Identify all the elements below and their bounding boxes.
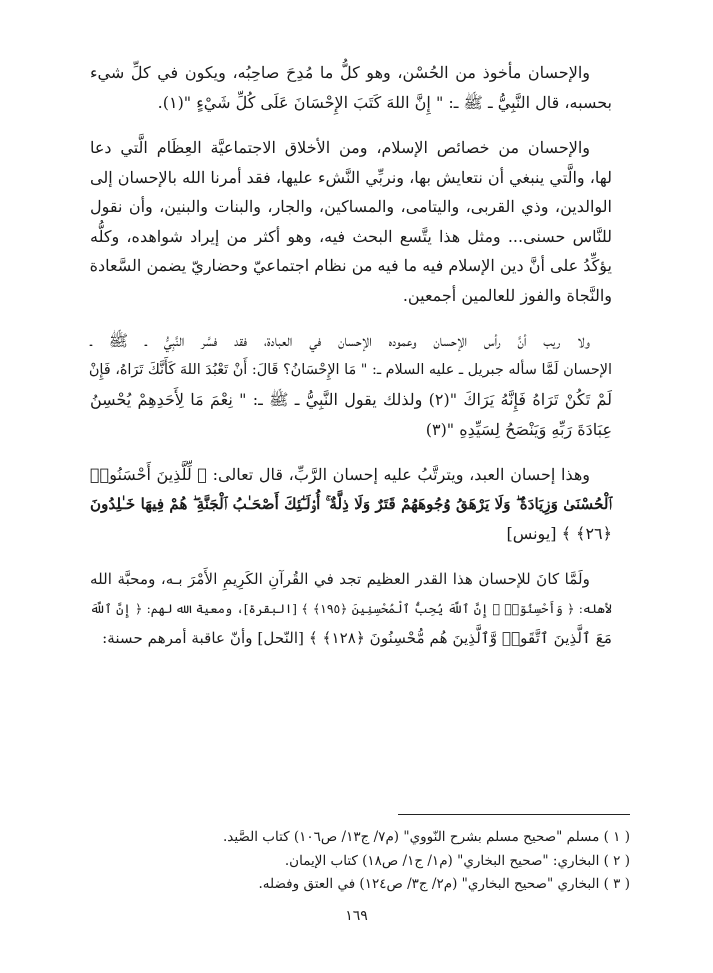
text-line: بحسبه، قال النَّبِيُّ ـ ﷺ ـ: " إِنَّ اللهَ كَتَبَ الإِحْسَانَ عَلَى كُلِّ شَيْءٍ "(١).	[157, 92, 612, 112]
text-line: عِبَادَةَ رَبِّهِ وَيَنْصَحُ لِسَيِّدِهِ "(٣)	[425, 419, 612, 439]
paragraph-ihsan-worship	[90, 326, 630, 444]
text-line: الوالدين، وذي القربى، واليتامى، والمساكين، والجار، والبنات والبنين، وأن نقول	[90, 197, 612, 216]
page-number: ١٦٩	[345, 908, 368, 924]
quran-verse-line: ٱلْحُسْنَىٰ وَزِيَادَةٌ ۖ وَلَا يَرْهَقُ وُجُوهَهُمْ قَتَرٌ وَلَا ذِلَّةٌ ۚ أُو۟لَـٰٓئِكَ أَصْحَـٰبُ ٱلْجَنَّةِ ۖ هُمْ فِيهَا خَـٰلِدُونَ	[90, 494, 612, 513]
text-line: يؤكِّدُ على أنَّ دين الإسلام فيه ما فيه من نظام اجتماعيّ وحضاريّ يضمن السَّعادة	[89, 256, 612, 275]
paragraph-ihsan-quran	[90, 565, 630, 654]
text-line: ولَمَّا كانَ للإحسان هذا القدر العظيم تجد في القُرآنِ الكَرِيمِ الأَمْرَ بـه، ومحبَّة الله	[90, 569, 590, 588]
paragraph-ihsan-social	[90, 133, 630, 310]
footnote-3: ( ٣ ) البخاري "صحيح البخاري" (م٢/ ج٣/ ص١٢٤) في العتق وفضله.	[258, 876, 630, 892]
page-body	[90, 58, 630, 669]
footnote-1: ( ١ ) مسلم "صحيح مسلم بشرح النّووي" (م٧/ ج١٣/ ص١٠٦) كتاب الصَّيد.	[222, 829, 630, 845]
text-line: لها، والَّتي ينبغي أن نتعايش بها، ونربِّي النَّشء عليها، فقد أمرنا الله بالإحسان إلى	[90, 167, 612, 187]
text-line: والإحسان مأخوذ من الحُسْن، وهو كلُّ ما مُدِحَ صاحِبُه، ويكون في كلِّ شيء	[90, 63, 590, 82]
text-line: لَمْ تَكُنْ تَرَاهُ فَإِنَّهُ يَرَاكَ "(٢) ولذلك يقول النَّبِيُّ ـ ﷺ ـ: " نِعْمَ مَا لِأَحَدِهِمْ يُحْسِنُ	[90, 390, 613, 409]
text-line: والنَّجاة والفوز للعالمين أجمعين.	[402, 285, 612, 305]
text-line: والإحسان من خصائص الإسلام، ومن الأخلاق الاجتماعيَّة العِظَام الَّتي دعا	[90, 138, 590, 157]
text-line: للنَّاس حسنى... ومثل هذا يتَّسع البحث فيه، وهو أكثر من إيراد شواهده، وكلُّه	[90, 226, 612, 246]
text-line: الإحسان لَمَّا سأله جبريل ـ عليه السلام ـ: " مَا الإِحْسَانُ؟ قَالَ: أَنْ تَعْبُدَ اللهَ كَأَنَّكَ تَرَاهُ، فَإِنْ	[88, 361, 612, 378]
footnotes	[150, 826, 630, 897]
paragraph-ihsan-reward	[90, 460, 630, 549]
text-line: وهذا إحسان العبد، ويترتَّبُ عليه إحسان الرَّبِّ، قال تعالى: ﴿ لِّلَّذِينَ أَحْسَنُوا۟	[90, 465, 590, 484]
footnote-divider	[398, 814, 630, 815]
verse-reference: ﴿٢٦﴾ ﴾ [يونس]	[506, 524, 612, 543]
paragraph-ihsan-definition	[90, 58, 630, 117]
text-line: لأهله: ﴿ وَأَحْسِنُوٓا۟ ۛ إِنَّ ٱللَّهَ يُحِبُّ ٱلْمُحْسِنِينَ ﴿١٩٥﴾ ﴾ [البقرة]، ومعية الله لهم: ﴿ إِنَّ ٱللَّهَ	[90, 601, 612, 616]
footnote-2: ( ٢ ) البخاري: "صحيح البخاري" (م١/ ج١/ ص١٨) كتاب الإيمان.	[284, 852, 630, 869]
text-line: ولا ريب أنَّ رأس الإحسان وعموده الإحسان في العبادة، فقد فسَّر النَّبِيُّ ـ ﷺ ـ	[90, 331, 590, 350]
text-line: مَعَ ٱلَّذِينَ ٱتَّقَوا۟ وَّٱلَّذِينَ هُم مُّحْسِنُونَ ﴿١٢٨﴾ ﴾ [النّحل] وأنّ عاقبة أمرهم حسنة:	[102, 628, 612, 647]
